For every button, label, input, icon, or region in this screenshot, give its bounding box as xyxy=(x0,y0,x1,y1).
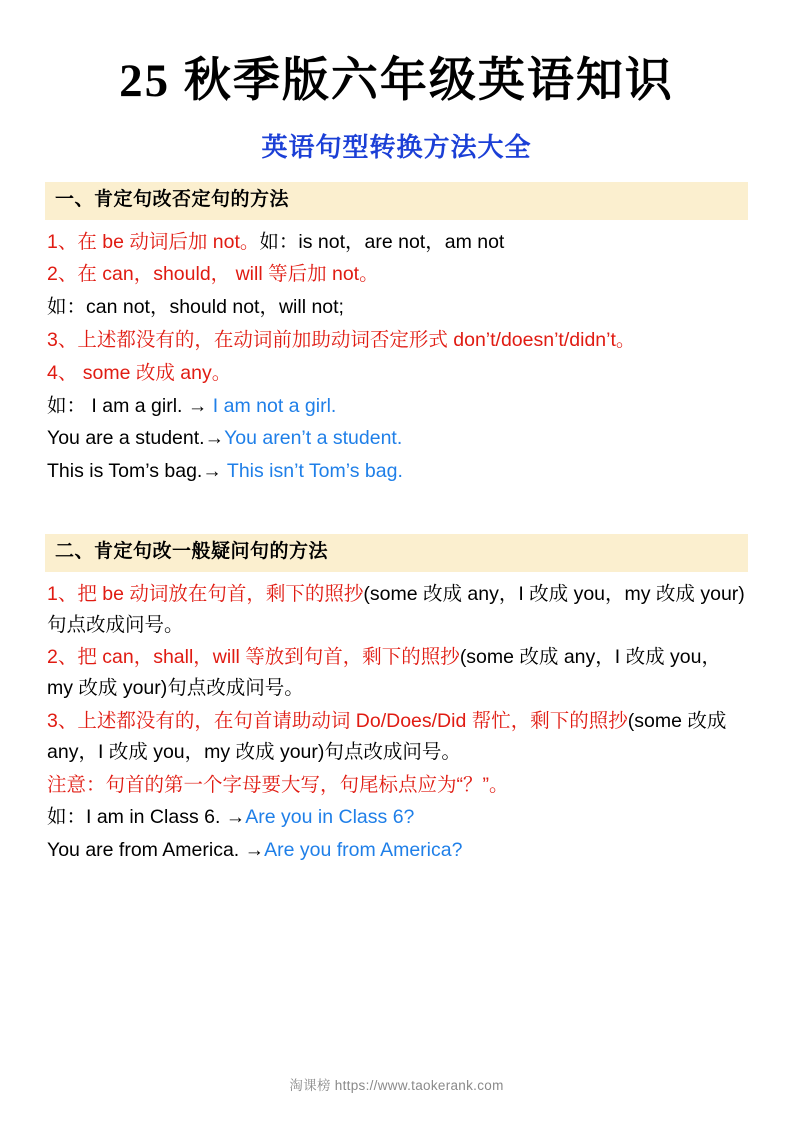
line-segment: You aren’t a student. xyxy=(224,427,403,450)
section-heading: 二、肯定句改一般疑问句的方法 xyxy=(45,534,748,572)
line-segment: 3、上述都没有的，在句首请助动词 Do/Does/Did 帮忙，剩下的照抄 xyxy=(47,709,628,732)
content-line xyxy=(45,641,748,705)
section-heading: 一、肯定句改否定句的方法 xyxy=(45,182,748,220)
content-line xyxy=(45,422,748,455)
line-segment: (some 改成 any，I 改成 you，my 改成 your)句点改成问号。 xyxy=(47,646,721,700)
line-segment: 1、把 be 动词放在句首，剩下的照抄 xyxy=(47,582,364,605)
page-subtitle: 英语句型转换方法大全 xyxy=(261,132,532,162)
line-segment: This is Tom’s bag.→ xyxy=(47,460,227,483)
line-segment: 如： I am a girl. → xyxy=(47,394,213,417)
content-line xyxy=(45,226,748,259)
line-segment: I am not a girl. xyxy=(212,394,337,417)
line-segment: 4、 some 改成 any。 xyxy=(47,361,232,384)
line-segment: You are from America. → xyxy=(47,839,265,862)
content-line xyxy=(45,357,748,390)
section-lines xyxy=(45,572,748,867)
line-segment: Are you from America? xyxy=(264,839,463,862)
line-segment: 注意：句首的第一个字母要大写，句尾标点应为“？”。 xyxy=(47,773,509,796)
section-spacer xyxy=(45,488,748,516)
content-line xyxy=(45,705,748,769)
content-line xyxy=(45,834,748,867)
content-section xyxy=(45,534,748,867)
section-lines xyxy=(45,220,748,488)
line-segment: 如：can not，should not，will not; xyxy=(47,296,344,319)
content-line xyxy=(45,769,748,802)
content-line xyxy=(45,390,748,423)
line-segment: Are you in Class 6? xyxy=(245,806,415,829)
content-line xyxy=(45,258,748,291)
content-line xyxy=(45,455,748,488)
line-segment: You are a student.→ xyxy=(47,427,225,450)
page-title: 25 秋季版六年级英语知识 xyxy=(119,55,674,107)
content-line xyxy=(45,324,748,357)
content-line xyxy=(45,801,748,834)
footer-watermark: 淘课榜 https://www.taokerank.com xyxy=(289,1078,504,1093)
line-segment: 1、在 be 动词后加 not。 xyxy=(47,230,260,253)
line-segment: 2、在 can，should， will 等后加 not。 xyxy=(47,263,379,286)
content-line xyxy=(45,291,748,324)
content-line xyxy=(45,578,748,642)
line-segment: 2、把 can，shall，will 等放到句首，剩下的照抄 xyxy=(47,646,460,669)
line-segment: 3、上述都没有的，在动词前加助动词否定形式 don’t/doesn’t/didn’t。 xyxy=(47,328,636,351)
line-segment: This isn’t Tom’s bag. xyxy=(226,460,403,483)
content-section xyxy=(45,182,748,488)
line-segment: 如：is not，are not，am not xyxy=(259,230,505,253)
line-segment: 如：I am in Class 6. → xyxy=(47,806,246,829)
line-segment: (some 改成 any，I 改成 you，my 改成 your)句点改成问号。 xyxy=(47,709,727,763)
sections-container xyxy=(45,182,748,867)
line-segment: (some 改成 any，I 改成 you，my 改成 your)句点改成问号。 xyxy=(47,582,745,636)
